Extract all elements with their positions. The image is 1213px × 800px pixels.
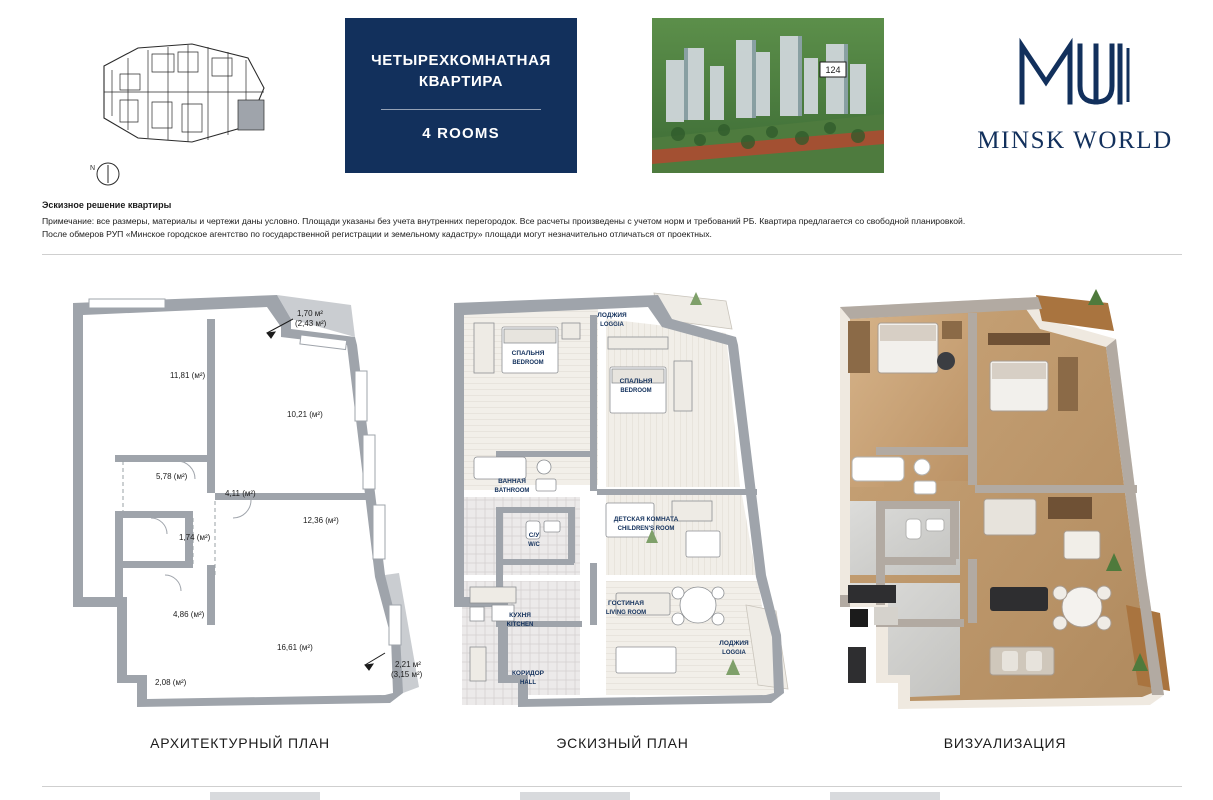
area-room-5-78: 5,78 (м²) bbox=[156, 472, 188, 481]
label-bedroom2-ru: СПАЛЬНЯ bbox=[619, 378, 653, 385]
footer-divider bbox=[42, 786, 1182, 787]
area-wc-1-74: 1,74 (м²) bbox=[179, 533, 211, 542]
compass-icon bbox=[90, 163, 119, 185]
svg-text:124: 124 bbox=[825, 65, 841, 75]
area-room-11-81: 11,81 (м²) bbox=[170, 371, 206, 380]
visualization-3d bbox=[820, 275, 1190, 720]
brand-name: MINSK WORLD bbox=[977, 127, 1173, 154]
area-loggia-bottom-line2: (3,15 м²) bbox=[391, 670, 423, 679]
document-header bbox=[0, 0, 1213, 185]
header-divider bbox=[42, 254, 1182, 255]
title-en: 4 ROOMS bbox=[422, 125, 500, 142]
label-loggia-top-ru: ЛОДЖИЯ bbox=[597, 312, 627, 319]
architectural-plan-caption: АРХИТЕКТУРНЫЙ ПЛАН bbox=[150, 735, 330, 751]
sketch-plan-caption: ЭСКИЗНЫЙ ПЛАН bbox=[556, 735, 689, 751]
visualization-caption: ВИЗУАЛИЗАЦИЯ bbox=[943, 735, 1067, 751]
area-loggia-top-line2: (2,43 м²) bbox=[295, 319, 327, 328]
label-bathroom-en: BATHROOM bbox=[494, 488, 530, 494]
area-living-16-61: 16,61 (м²) bbox=[277, 643, 313, 652]
area-corridor-4-11: 4,11 (м²) bbox=[225, 489, 256, 498]
plan-walls bbox=[73, 295, 419, 707]
label-bedroom1-ru: СПАЛЬНЯ bbox=[511, 350, 545, 357]
note-line-1: Примечание: все размеры, материалы и чертежи даны условно. Площади указаны без учета внутренних перегородок. Все расчеты произведены с учетом норм и требований РБ. Квартира предлагается со свободной планировкой. bbox=[42, 216, 966, 226]
floor-outline bbox=[104, 44, 264, 142]
area-room-12-36: 12,36 (м²) bbox=[303, 516, 339, 525]
note-title: Эскизное решение квартиры bbox=[42, 200, 172, 210]
label-kitchen-ru: КУХНЯ bbox=[509, 612, 531, 619]
area-loggia-bottom-line1: 2,21 м² bbox=[395, 660, 421, 669]
area-loggia-top-line1: 1,70 м² bbox=[297, 309, 323, 318]
area-kitchen-4-86: 4,86 (м²) bbox=[173, 610, 205, 619]
label-bathroom-ru: ВАННАЯ bbox=[498, 478, 526, 485]
label-living-en: LIVING ROOM bbox=[605, 610, 647, 616]
mw-monogram-icon bbox=[960, 28, 1190, 114]
title-divider bbox=[381, 109, 541, 110]
architectural-plan bbox=[55, 275, 425, 720]
label-wc-ru: С/У bbox=[528, 532, 540, 539]
thumb-2[interactable] bbox=[520, 792, 630, 800]
title-ru-line2: КВАРТИРА bbox=[418, 73, 504, 90]
label-loggia-bottom-en: LOGGIA bbox=[722, 650, 746, 656]
aerial-site-image bbox=[652, 18, 884, 173]
title-ru-line1: ЧЕТЫРЕХКОМНАТНАЯ bbox=[371, 52, 551, 69]
label-kitchen-en: KITCHEN bbox=[506, 622, 534, 628]
label-bedroom2-en: BEDROOM bbox=[620, 388, 652, 394]
label-children-en: CHILDREN'S ROOM bbox=[617, 526, 675, 532]
highlighted-apartment bbox=[238, 100, 264, 130]
area-hall-2-08: 2,08 (м²) bbox=[155, 678, 187, 687]
apartment-type-card bbox=[345, 18, 577, 173]
footer-thumbnail-strip bbox=[0, 792, 1213, 800]
thumb-1[interactable] bbox=[210, 792, 320, 800]
label-bedroom1-en: BEDROOM bbox=[512, 360, 544, 366]
compass-label: N bbox=[90, 165, 96, 172]
sketch-plan bbox=[440, 275, 805, 720]
label-loggia-bottom-ru: ЛОДЖИЯ bbox=[719, 640, 749, 647]
label-wc-en: W/C bbox=[528, 542, 540, 548]
brand-logo bbox=[960, 28, 1190, 168]
building-floor-key-plan bbox=[42, 18, 274, 173]
building-badge bbox=[820, 62, 846, 77]
note-line-2: После обмеров РУП «Минское городское агентство по государственной регистрации и земельному кадастру» площади могут незначительно отличаться от проектных. bbox=[42, 228, 712, 239]
label-hall-en: HALL bbox=[520, 680, 536, 686]
label-hall-ru: КОРИДОР bbox=[511, 670, 545, 677]
label-living-ru: ГОСТИНАЯ bbox=[608, 600, 644, 607]
label-children-ru: ДЕТСКАЯ КОМНАТА bbox=[613, 516, 679, 523]
area-room-10-21: 10,21 (м²) bbox=[287, 410, 323, 419]
disclaimer-note bbox=[42, 200, 1182, 240]
label-loggia-top-en: LOGGIA bbox=[600, 322, 624, 328]
thumb-3[interactable] bbox=[830, 792, 940, 800]
